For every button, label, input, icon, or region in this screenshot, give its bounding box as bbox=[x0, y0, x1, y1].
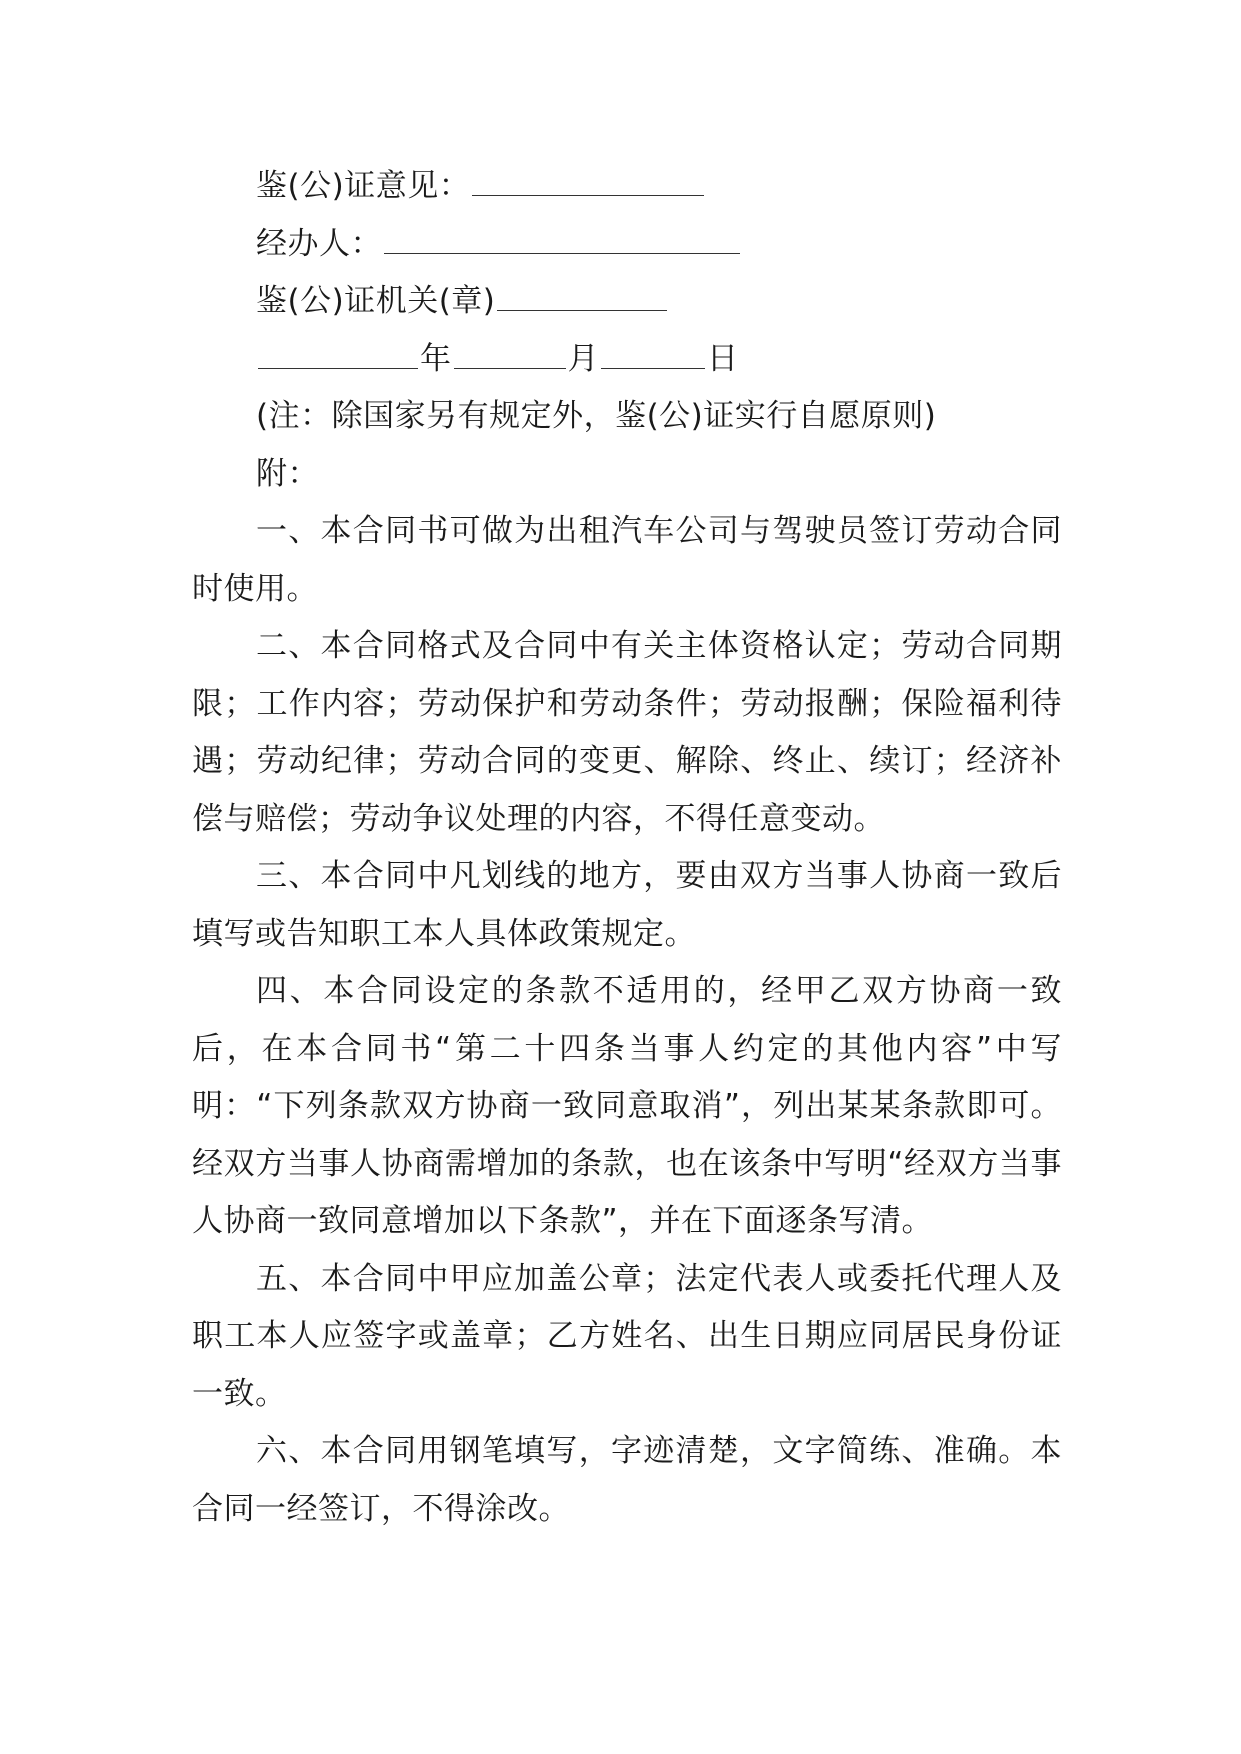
handler-blank bbox=[384, 229, 740, 254]
authority-label: 鉴(公)证机关(章) bbox=[256, 283, 496, 319]
appendix-item-3: 三、本合同中凡划线的地方，要由双方当事人协商一致后填写或告知职工本人具体政策规定。 bbox=[192, 858, 1062, 952]
year-label: 年 bbox=[420, 340, 452, 377]
note-line: (注：除国家另有规定外，鉴(公)证实行自愿原则) bbox=[256, 398, 937, 434]
year-blank bbox=[258, 344, 418, 369]
month-label: 月 bbox=[567, 340, 599, 377]
opinion-line bbox=[192, 158, 1062, 216]
opinion-blank bbox=[472, 171, 704, 196]
appendix-item-2: 二、本合同格式及合同中有关主体资格认定；劳动合同期限；工作内容；劳动保护和劳动条件；劳动报酬；保险福利待遇；劳动纪律；劳动合同的变更、解除、终止、续订；经济补偿与赔偿；劳动争议处理的内容，不得任意变动。 bbox=[192, 628, 1062, 837]
document-page bbox=[192, 158, 1062, 1538]
authority-blank bbox=[497, 286, 667, 311]
appendix-item-5: 五、本合同中甲应加盖公章；法定代表人或委托代理人及职工本人应签字或盖章；乙方姓名、出生日期应同居民身份证一致。 bbox=[192, 1260, 1062, 1412]
opinion-label: 鉴(公)证意见： bbox=[256, 168, 471, 204]
appendix-item-1: 一、本合同书可做为出租汽车公司与驾驶员签订劳动合同时使用。 bbox=[192, 513, 1062, 607]
handler-label: 经办人： bbox=[256, 225, 382, 262]
authority-line bbox=[192, 273, 1062, 331]
appendix-heading: 附： bbox=[256, 455, 319, 492]
appendix-item-4: 四、本合同设定的条款不适用的，经甲乙双方协商一致后，在本合同书“第二十四条当事人约定的其他内容”中写明：“下列条款双方协商一致同意取消”，列出某某条款即可。经双方当事人协商需增加的条款，也在该条中写明“经双方当事人协商一致同意增加以下条款”，并在下面逐条写清。 bbox=[192, 973, 1062, 1239]
day-blank bbox=[601, 344, 705, 369]
month-blank bbox=[454, 344, 566, 369]
appendix-item-6: 六、本合同用钢笔填写，字迹清楚，文字简练、准确。本合同一经签订，不得涂改。 bbox=[192, 1433, 1062, 1527]
date-line bbox=[192, 331, 1062, 389]
day-label: 日 bbox=[707, 340, 739, 377]
handler-line bbox=[192, 216, 1062, 274]
